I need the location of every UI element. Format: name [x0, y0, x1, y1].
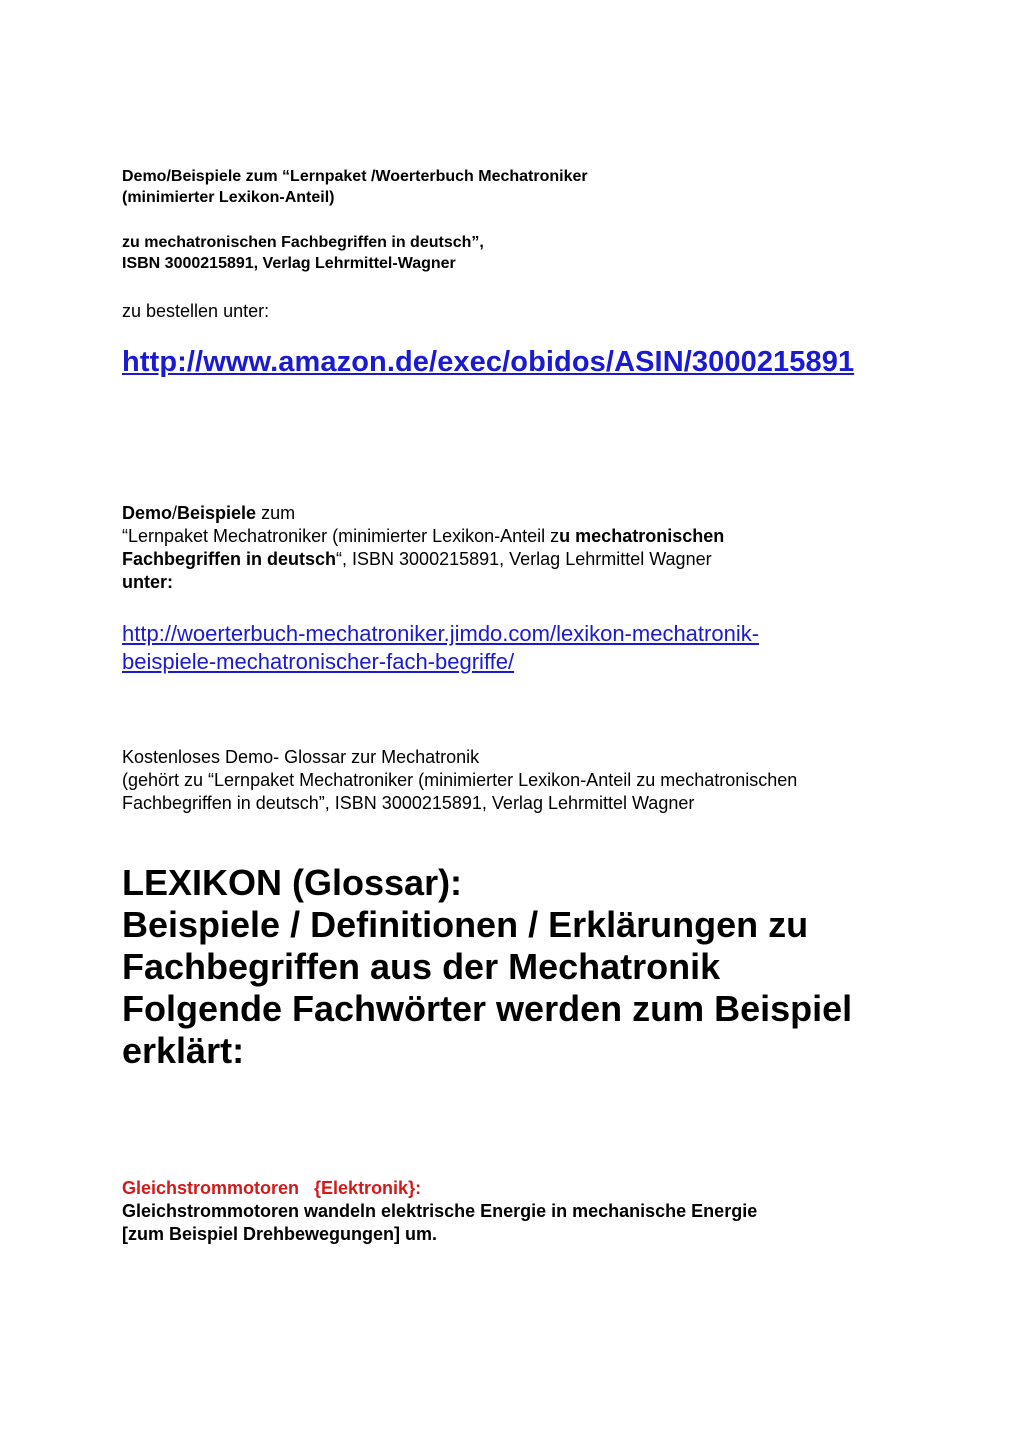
jimdo-link-line-1[interactable]: http://woerterbuch-mechatroniker.jimdo.com/lexikon-mechatronik-	[122, 621, 760, 646]
demo-section	[122, 502, 922, 594]
header-line-4: ISBN 3000215891, Verlag Lehrmittel-Wagner	[122, 255, 456, 272]
header-line-1: Demo/Beispiele zum “Lernpaket /Woerterbuch Mechatroniker	[122, 168, 588, 185]
demo-line-2-bold: u mechatronischen	[559, 526, 725, 546]
demo-line-2-normal: “Lernpaket Mechatroniker (minimierter Lexikon-Anteil z	[122, 526, 560, 546]
demo-line-4: unter:	[122, 572, 173, 592]
demo-word: Demo	[122, 503, 173, 523]
demo-line-3	[122, 548, 922, 571]
glossary-intro-line-1: Kostenloses Demo- Glossar zur Mechatronik	[122, 747, 480, 767]
amazon-link[interactable]: http://www.amazon.de/exec/obidos/ASIN/3000215891	[122, 346, 855, 378]
lexikon-heading	[122, 862, 922, 1072]
demo-line-2	[122, 525, 922, 548]
glossary-intro-line-3: Fachbegriffen in deutsch”, ISBN 3000215891, Verlag Lehrmittel Wagner	[122, 793, 695, 813]
glossary-term	[122, 1177, 922, 1246]
header-title-block	[122, 166, 922, 208]
jimdo-link-line-2[interactable]: beispiele-mechatronischer-fach-begriffe/	[122, 649, 515, 674]
demo-line-3-bold: Fachbegriffen in deutsch	[122, 549, 337, 569]
term-definition-line-1: Gleichstrommotoren wandeln elektrische Energie in mechanische Energie	[122, 1201, 758, 1221]
lexikon-heading-line-5: erklärt:	[122, 1030, 245, 1071]
lexikon-heading-line-4: Folgende Fachwörter werden zum Beispiel	[122, 988, 853, 1029]
glossary-intro-line-2: (gehört zu “Lernpaket Mechatroniker (minimierter Lexikon-Anteil zu mechatronischen	[122, 770, 798, 790]
lexikon-heading-line-2: Beispiele / Definitionen / Erklärungen zu	[122, 904, 809, 945]
demo-line-3-normal: “, ISBN 3000215891, Verlag Lehrmittel Wagner	[336, 549, 712, 569]
term-definition-line-2: [zum Beispiel Drehbewegungen] um.	[122, 1224, 438, 1244]
demo-line-1	[122, 502, 922, 525]
term-title: Gleichstrommotoren {Elektronik}:	[122, 1178, 422, 1198]
header-line-2: (minimierter Lexikon-Anteil)	[122, 189, 335, 206]
header-isbn-block	[122, 232, 922, 274]
demo-line-1-rest: zum	[256, 503, 296, 523]
demo-separator: /	[172, 503, 178, 523]
jimdo-link[interactable]	[122, 620, 922, 676]
beispiele-word: Beispiele	[177, 503, 257, 523]
lexikon-heading-line-3: Fachbegriffen aus der Mechatronik	[122, 946, 721, 987]
lexikon-heading-line-1: LEXIKON (Glossar):	[122, 862, 463, 903]
order-label: zu bestellen unter:	[122, 301, 270, 321]
header-line-3: zu mechatronischen Fachbegriffen in deutsch”,	[122, 234, 484, 251]
glossary-intro	[122, 746, 922, 815]
